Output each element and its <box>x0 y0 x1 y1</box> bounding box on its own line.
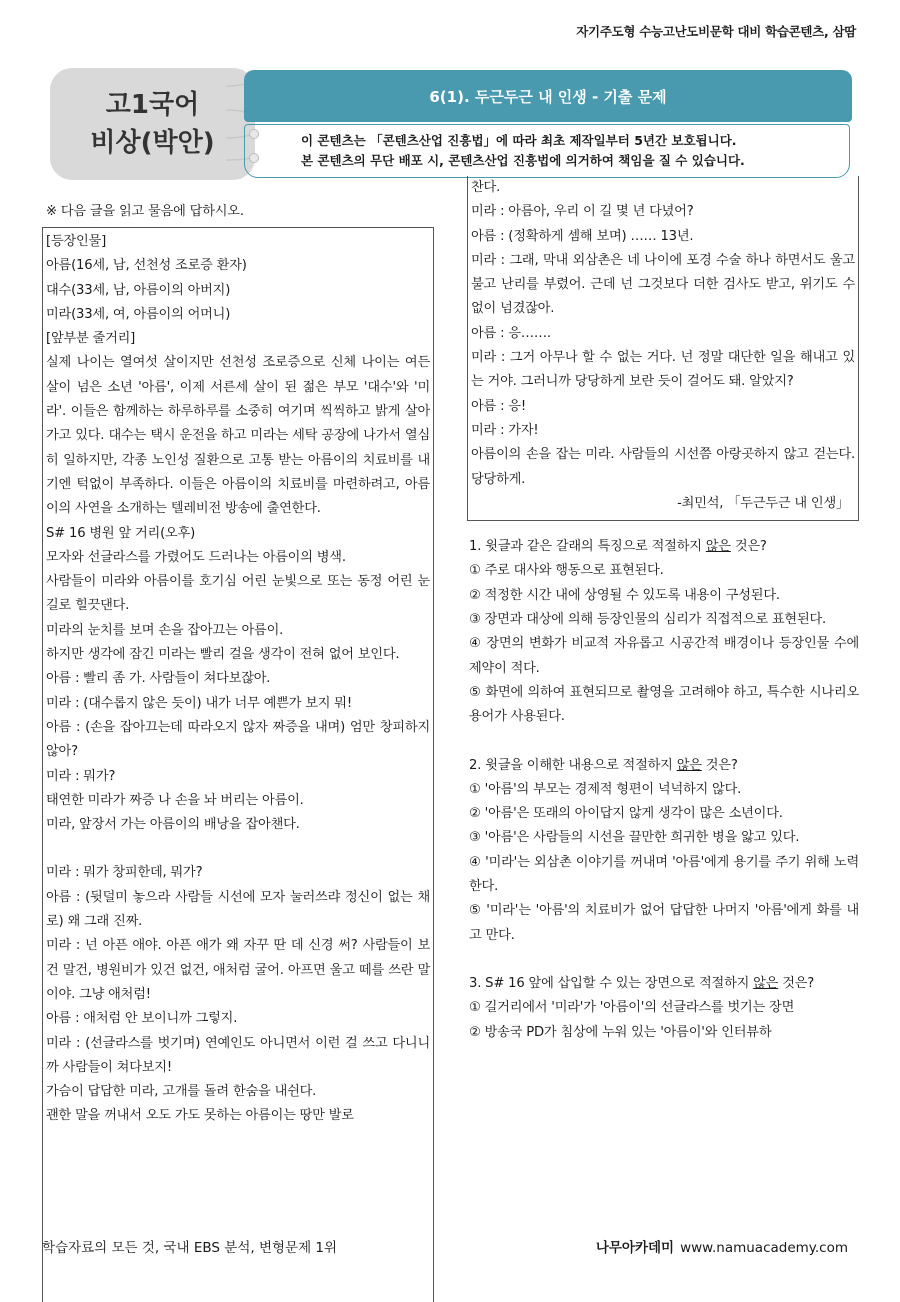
top-note: 자기주도형 수능고난도비문학 대비 학습콘텐츠, 삼땀 <box>576 24 856 39</box>
dialogue-line: 미라 : 그거 아무나 할 수 없는 거다. 넌 정말 대단한 일을 해내고 있는 거야. 그러니까 당당하게 보란 듯이 걸어도 돼. 알았지? <box>471 350 855 390</box>
answer-option: ① 주로 대사와 행동으로 표현된다. <box>469 563 664 579</box>
answer-option: ③ '아름'은 사람들의 시선을 끌만한 희귀한 병을 앓고 있다. <box>469 830 800 846</box>
answer-option: ① 길거리에서 '미라'가 '아름이'의 선글라스를 벗기는 장면 <box>469 1000 795 1016</box>
blank-line <box>46 837 430 861</box>
dialogue-line: 미라 : 뭐가? <box>46 768 116 784</box>
subject-line-1: 고1국어 <box>105 90 200 120</box>
notice-line-1: 이 콘텐츠는 「콘텐츠산업 진흥법」에 따라 최초 제작일부터 5년간 보호됩니다. <box>301 133 737 148</box>
dialogue-line: 아름 : 빨리 좀 가. 사람들이 쳐다보잖아. <box>46 671 271 687</box>
answer-option: ⑤ 화면에 의하여 표현되므로 촬영을 고려해야 하고, 특수한 시나리오 용어가 사용된다. <box>469 684 859 725</box>
passage-line: 하지만 생각에 잠긴 미라는 빨리 걸을 생각이 전혀 없어 보인다. <box>46 647 400 663</box>
passage-line: 찬다. <box>471 180 501 195</box>
passage-line: 미라의 눈치를 보며 손을 잡아끄는 아름이. <box>46 622 284 638</box>
dialogue-line: 미라 : 그래, 막내 외삼촌은 네 나이에 포경 수술 하나 하면서도 울고불고 난리를 부렸어. 근데 넌 그것보다 더한 검사도 받고, 위기도 수없이 넘겼잖아. <box>471 252 855 317</box>
answer-option: ④ '미라'는 외삼촌 이야기를 꺼내며 '아름'에게 용기를 주기 위해 노력한다. <box>469 854 859 895</box>
passage-line: 모자와 선글라스를 가렸어도 드러나는 아름이의 병색. <box>46 549 346 565</box>
dialogue-line: 미라 : 뭐가 창피한데, 뭐가? <box>46 865 203 881</box>
left-column <box>42 200 434 1302</box>
passage-line: 사람들이 미라와 아름이를 호기심 어린 눈빛으로 또는 동정 어린 눈길로 힐끗댄다. <box>46 574 430 614</box>
dialogue-line: 미라 : 넌 아픈 애야. 아픈 애가 왜 자꾸 딴 데 신경 써? 사람들이 보건 말건, 병원비가 있건 없건, 애처럼 굴어. 아프면 울고 떼를 쓰란 말이야. 그냥 애처럼! <box>46 938 430 1002</box>
answer-option: ① '아름'의 부모는 경제적 형편이 넉넉하지 않다. <box>469 781 742 797</box>
document-title: 6(1). 두근두근 내 인생 - 기출 문제 <box>244 70 852 122</box>
question-stem: 3. S# 16 앞에 삽입할 수 있는 장면으로 적절하지 않은 것은? <box>469 975 815 991</box>
passage-paragraph: 실제 나이는 열여섯 살이지만 선천성 조로증으로 신체 나이는 여든 살이 넘은 소년 '아름', 이제 서른세 살이 된 젊은 부모 '대수'와 '미라'. 이들은 함께하는 하루하루를 소중히 여기며 씩씩하고 밝게 살아가고 있다. 대수는 택시 운전을 하고 미라는 세탁 공장에 나가서 열심히 일하지만, 각종 노인성 질환으로 고통 받는 아름이의 치료비를 내기엔 턱없이 부족하다. 이들은 아름이의 치료비를 마련하려고, 아름이의 사연을 소개하는 텔레비전 방송에 출연한다. <box>46 355 430 517</box>
question-3 <box>467 972 859 1045</box>
passage-line: 아름(16세, 남, 선천성 조로증 환자) <box>46 258 247 274</box>
passage-line: 미라, 앞장서 가는 아름이의 배낭을 잡아챈다. <box>46 817 300 833</box>
brand-url[interactable]: www.namuacademy.com <box>680 1240 848 1256</box>
question-stem: 2. 윗글을 이해한 내용으로 적절하지 않은 것은? <box>469 757 738 773</box>
passage-line: 괜한 말을 꺼내서 오도 가도 못하는 아름이는 땅만 발로 <box>46 1108 354 1124</box>
answer-option: ② 방송국 PD가 침상에 누워 있는 '아름이'와 인터뷰하 <box>469 1024 772 1040</box>
answer-option: ④ 장면의 변화가 비교적 자유롭고 시공간적 배경이나 등장인물 수에 제약이 적다. <box>469 636 859 676</box>
footer-brand <box>596 1236 848 1256</box>
question-2 <box>467 754 859 948</box>
passage-line: 미라(33세, 여, 아름이의 어머니) <box>46 306 231 322</box>
dialogue-line: 미라 : (대수롭지 않은 듯이) 내가 너무 예쁜가 보지 뭐! <box>46 695 352 711</box>
passage-line: 태연한 미라가 짜증 나 손을 놔 버리는 아름이. <box>46 792 304 808</box>
brand-name: 나무아카데미 <box>595 1240 675 1256</box>
passage-line: [등장인물] <box>46 234 107 249</box>
answer-option: ② 적정한 시간 내에 상영될 수 있도록 내용이 구성된다. <box>469 587 780 603</box>
notice-line-2: 본 콘텐츠의 무단 배포 시, 콘텐츠산업 진흥법에 의거하여 책임을 질 수 있습니다. <box>301 153 745 168</box>
passage-line: 아름이의 손을 잡는 미라. 사람들의 시선쯤 아랑곳하지 않고 걷는다. 당당하게. <box>471 447 855 487</box>
dialogue-line: 아름 : 응……. <box>471 325 551 341</box>
question-1 <box>467 535 859 729</box>
dialogue-line: 미라 : 가자! <box>471 422 539 438</box>
answer-option: ⑤ '미라'는 '아름'의 치료비가 없어 답답한 나머지 '아름'에게 화를 내고 만다. <box>469 903 859 943</box>
dialogue-line: 미라 : (선글라스를 벗기며) 연예인도 아니면서 이런 걸 쓰고 다니니까 사람들이 쳐다보지! <box>46 1035 430 1075</box>
dialogue-line: 미라 : 아름아, 우리 이 길 몇 년 다녔어? <box>471 204 694 220</box>
answer-option: ② '아름'은 또래의 아이답지 않게 생각이 많은 소년이다. <box>469 806 783 822</box>
footer-slogan: 학습자료의 모든 것, 국내 EBS 분석, 변형문제 1위 <box>42 1240 338 1256</box>
answer-option: ③ 장면과 대상에 의해 등장인물의 심리가 직접적으로 표현된다. <box>469 612 827 628</box>
instruction: ※ 다음 글을 읽고 물음에 답하시오. <box>46 204 244 219</box>
passage-box-left <box>42 227 434 1302</box>
source-citation: -최민석, 「두근두근 내 인생」 <box>677 495 849 511</box>
subject-line-2: 비상(박안) <box>90 128 215 158</box>
copyright-notice <box>244 124 850 178</box>
passage-line: 대수(33세, 남, 아름이의 아버지) <box>46 282 231 298</box>
right-column <box>467 176 859 1045</box>
scene-heading: S# 16 병원 앞 거리(오후) <box>46 525 196 541</box>
passage-line: [앞부분 줄거리] <box>46 331 136 347</box>
passage-box-right <box>467 176 859 521</box>
dialogue-line: 아름 : 애처럼 안 보이니까 그렇지. <box>46 1011 238 1027</box>
passage-line: 가슴이 답답한 미라, 고개를 돌려 한숨을 내쉰다. <box>46 1084 317 1100</box>
dialogue-line: 아름 : 응! <box>471 398 526 414</box>
dialogue-line: 아름 : (손을 잡아끄는데 따라오지 않자 짜증을 내며) 엄만 창피하지 않아? <box>46 719 430 760</box>
question-stem: 1. 윗글과 같은 갈래의 특징으로 적절하지 않은 것은? <box>469 539 767 555</box>
dialogue-line: 아름 : (정확하게 셈해 보며) …… 13년. <box>471 228 694 244</box>
dialogue-line: 아름 : (뒷덜미 놓으라 사람들 시선에 모자 눌러쓰랴 정신이 없는 채로) 왜 그래 진짜. <box>46 889 430 930</box>
